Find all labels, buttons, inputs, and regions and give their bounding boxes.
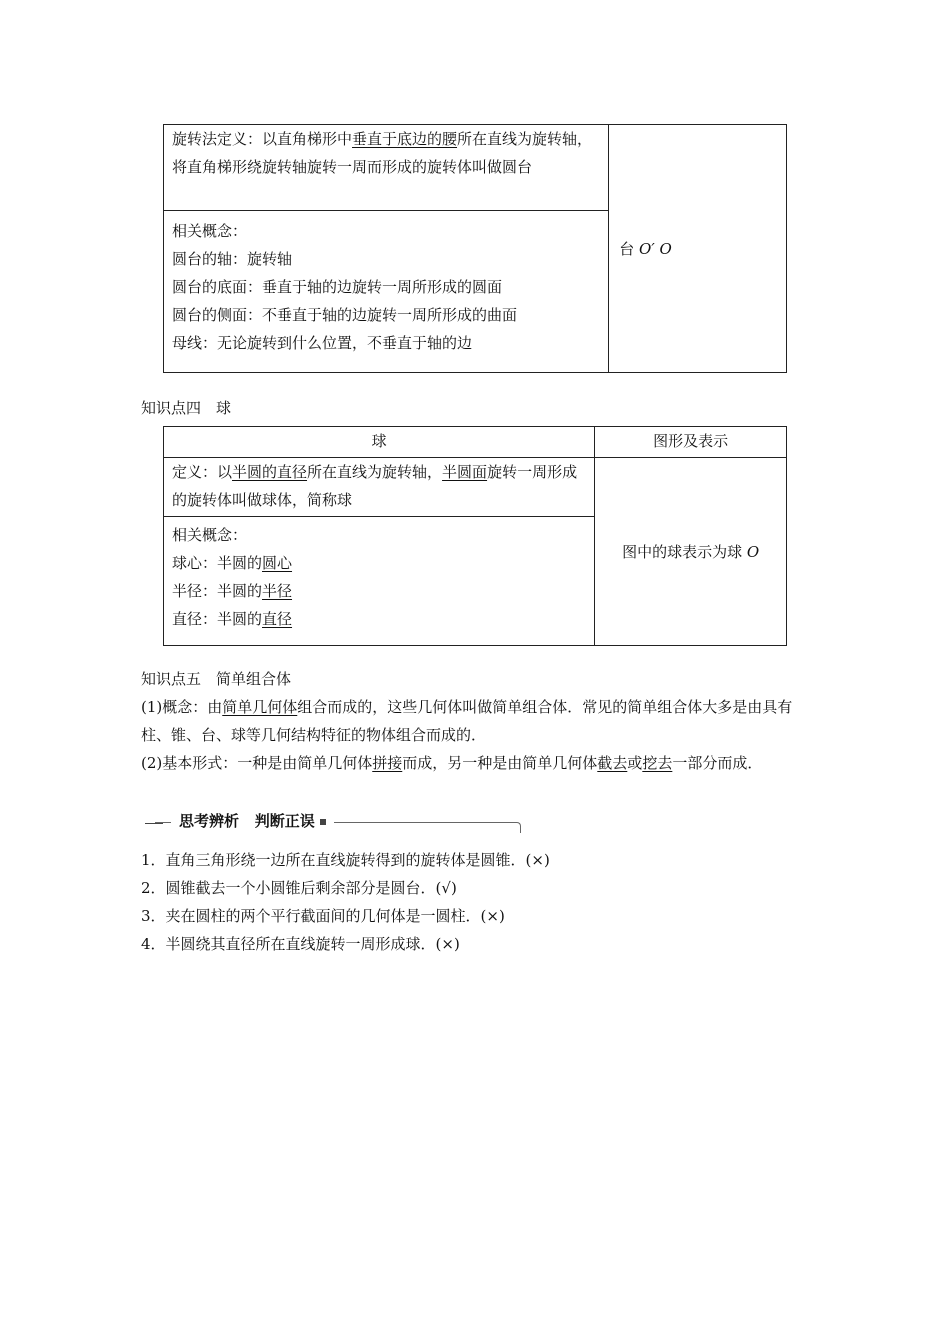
combo-p2-u2: 截去 [597, 754, 628, 772]
sphere-table [163, 426, 787, 646]
sphere-definition-p3: 旋转一周形成的旋转体叫做球体，简称球 [172, 463, 578, 509]
combo-p2-a: (2)基本形式：一种是由简单几何体 [141, 754, 373, 772]
banner-dash [145, 823, 163, 824]
frustum-definition-cell [164, 125, 609, 211]
frustum-concept-item: 圆台的底面：垂直于轴的边旋转一周所形成的圆面 [172, 278, 503, 296]
combo-p2-u3: 挖去 [642, 754, 673, 772]
frustum-definition-prefix: 旋转法定义：以直角梯形中 [172, 130, 353, 148]
sphere-definition-u1: 半圆的直径 [232, 463, 308, 481]
sphere-definition [164, 458, 594, 514]
frustum-notation-cell [609, 125, 787, 373]
frustum-concept-item: 圆台的轴：旋转轴 [172, 250, 293, 268]
sphere-concept-item [172, 605, 586, 633]
frustum-concepts [164, 211, 608, 357]
sphere-concepts [164, 517, 594, 633]
combo-p2-d: 一部分而成． [672, 754, 763, 772]
sphere-definition-u2: 半圆面 [442, 463, 488, 481]
sphere-col-header: 球 [164, 427, 595, 458]
sphere-heading: 知识点四 球 [141, 399, 232, 417]
sphere-concepts-cell [164, 517, 595, 646]
frustum-concepts-cell [164, 211, 609, 373]
think-banner [141, 814, 521, 840]
frustum-definition-suffix: 所在直线为旋转轴，将直角梯形绕旋转轴旋转一周而形成的旋转体叫做圆台 [172, 130, 593, 176]
frustum-notation [609, 235, 786, 263]
square-bullet-icon [320, 819, 326, 825]
think-title-a: 思考辨析 [179, 812, 240, 830]
frustum-concept-item: 圆台的侧面：不垂直于轴的边旋转一周所形成的曲面 [172, 306, 518, 324]
sphere-definition-cell [164, 458, 595, 517]
sphere-notation [595, 538, 786, 566]
sphere-concepts-title: 相关概念： [172, 526, 248, 544]
frustum-definition [164, 125, 608, 181]
sphere-notation-text: 图中的球表示为球 [622, 542, 743, 561]
sphere-figure-header: 图形及表示 [595, 427, 787, 458]
combo-p1-b: 组合而成的，这些几何体叫做简单组合体．常见的简单组合体大多是由具有柱、锥、台、球等几何结构特征的物体组合而成的． [141, 698, 793, 744]
list-item: 4．半圆绕其直径所在直线旋转一周形成球．(×) [141, 935, 460, 953]
frustum-concept-item: 母线：无论旋转到什么位置，不垂直于轴的边 [172, 334, 473, 352]
combo-form-paragraph [141, 749, 813, 777]
list-item: 1．直角三角形绕一边所在直线旋转得到的旋转体是圆锥．(×) [141, 851, 550, 869]
combo-p2-c: 或 [627, 754, 643, 772]
sphere-concept-underlined: 圆心 [262, 554, 293, 572]
frustum-notation-prefix: 台 [619, 239, 635, 258]
list-item: 2．圆锥截去一个小圆锥后剩余部分是圆台．(√) [141, 879, 457, 897]
frustum-concepts-title: 相关概念： [172, 222, 248, 240]
combo-heading: 知识点五 简单组合体 [141, 670, 292, 688]
sphere-notation-symbol: O [746, 542, 760, 561]
frustum-table [163, 124, 787, 373]
sphere-concept-underlined: 半径 [262, 582, 293, 600]
combo-p2-b: 而成，另一种是由简单几何体 [402, 754, 598, 772]
sphere-concept-prefix: 半径：半圆的 [172, 582, 263, 600]
combo-p1-a: (1)概念：由 [141, 698, 223, 716]
think-list [141, 846, 813, 958]
list-item: 3．夹在圆柱的两个平行截面间的几何体是一圆柱．(×) [141, 907, 505, 925]
frustum-definition-underlined: 垂直于底边的腰 [352, 130, 458, 148]
sphere-definition-p2: 所在直线为旋转轴， [307, 463, 443, 481]
sphere-notation-cell [595, 458, 787, 646]
combo-concept-paragraph [141, 693, 813, 749]
think-title-b: 判断正误 [254, 812, 315, 830]
sphere-concept-prefix: 球心：半圆的 [172, 554, 263, 572]
combo-p2-u1: 拼接 [372, 754, 403, 772]
sphere-concept-item [172, 549, 586, 577]
frustum-notation-symbol: O′ O [639, 239, 672, 258]
sphere-definition-p1: 定义：以 [172, 463, 233, 481]
sphere-concept-prefix: 直径：半圆的 [172, 610, 263, 628]
think-banner-title [171, 808, 334, 834]
banner-corner [514, 822, 521, 833]
sphere-concept-underlined: 直径 [262, 610, 293, 628]
combo-p1-u: 简单几何体 [222, 698, 298, 716]
sphere-concept-item [172, 577, 586, 605]
